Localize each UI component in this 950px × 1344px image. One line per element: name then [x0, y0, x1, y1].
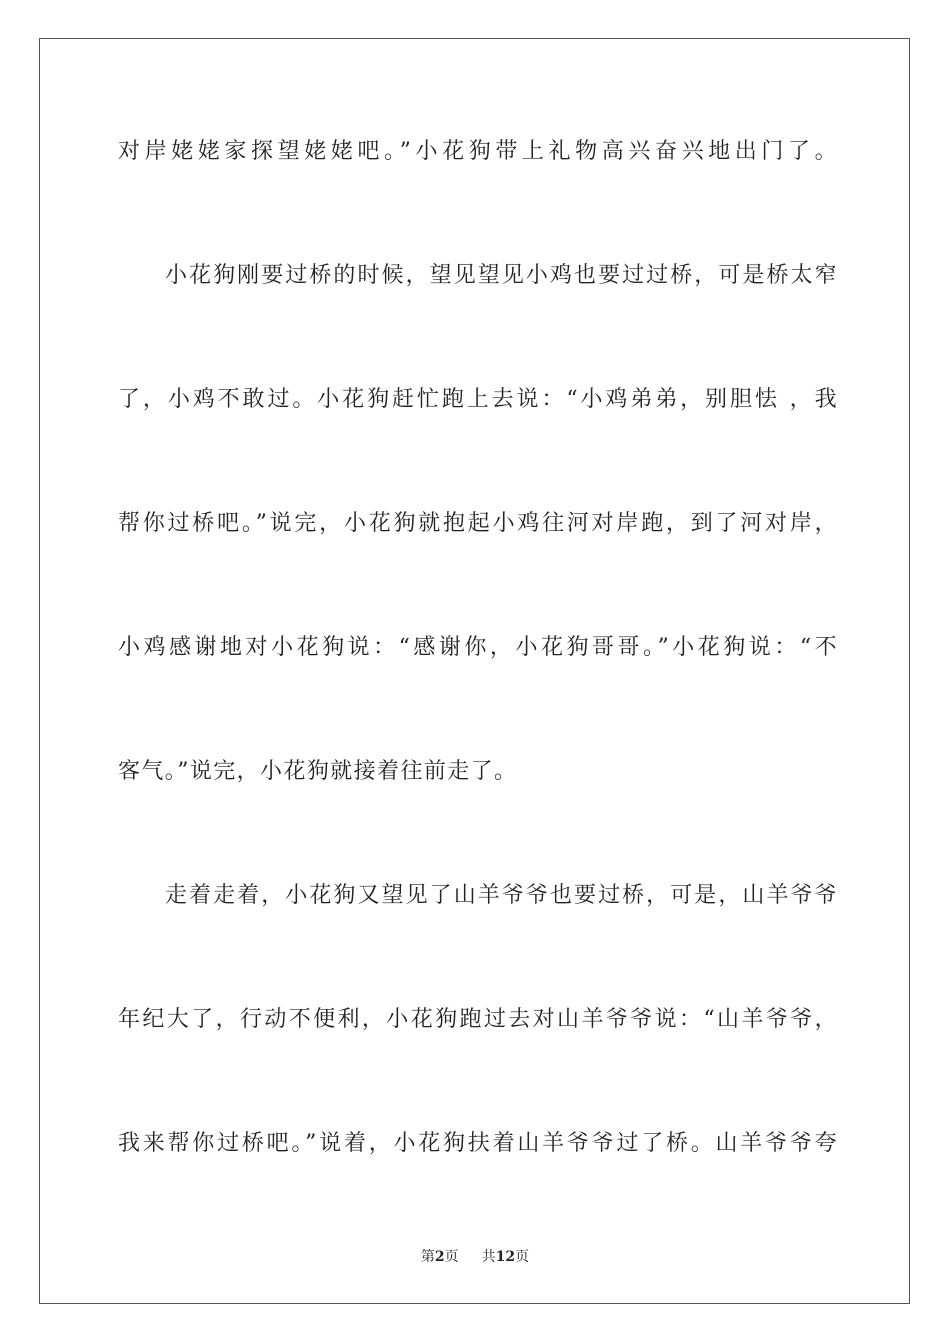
paragraph-line: 小鸡感谢地对小花狗说：“感谢你，小花狗哥哥。”小花狗说：“不 — [118, 635, 838, 660]
paragraph-line: 对岸姥姥家探望姥姥吧。”小花狗带上礼物高兴奋兴地出门了。 — [118, 139, 838, 164]
paragraph-line: 年纪大了，行动不便利，小花狗跑过去对山羊爷爷说：“山羊爷爷， — [118, 1007, 838, 1032]
paragraph-line: 了，小鸡不敢过。小花狗赶忙跑上去说：“小鸡弟弟，别胆怯 ，我 — [118, 387, 838, 412]
total-label-prefix: 共 — [481, 1249, 496, 1265]
paragraph-line: 帮你过桥吧。”说完，小花狗就抱起小鸡往河对岸跑，到了河对岸， — [118, 511, 838, 536]
paragraph-line: 走着走着，小花狗又望见了山羊爷爷也要过桥，可是，山羊爷爷 — [165, 883, 838, 908]
page-border — [39, 38, 910, 1304]
paragraph-line: 我来帮你过桥吧。”说着，小花狗扶着山羊爷爷过了桥。山羊爷爷夸 — [118, 1131, 838, 1156]
paragraph-line: 客气。”说完，小花狗就接着往前走了。 — [118, 759, 518, 784]
paragraph-line: 小花狗刚要过桥的时候，望见望见小鸡也要过过桥，可是桥太窄 — [165, 263, 838, 288]
page-label-prefix: 第 — [420, 1249, 435, 1265]
page-footer — [0, 1247, 950, 1267]
total-pages: 12 — [495, 1249, 516, 1265]
page-number: 2 — [434, 1249, 445, 1265]
page-label-suffix: 页 — [444, 1249, 459, 1265]
total-label-suffix: 页 — [515, 1249, 530, 1265]
